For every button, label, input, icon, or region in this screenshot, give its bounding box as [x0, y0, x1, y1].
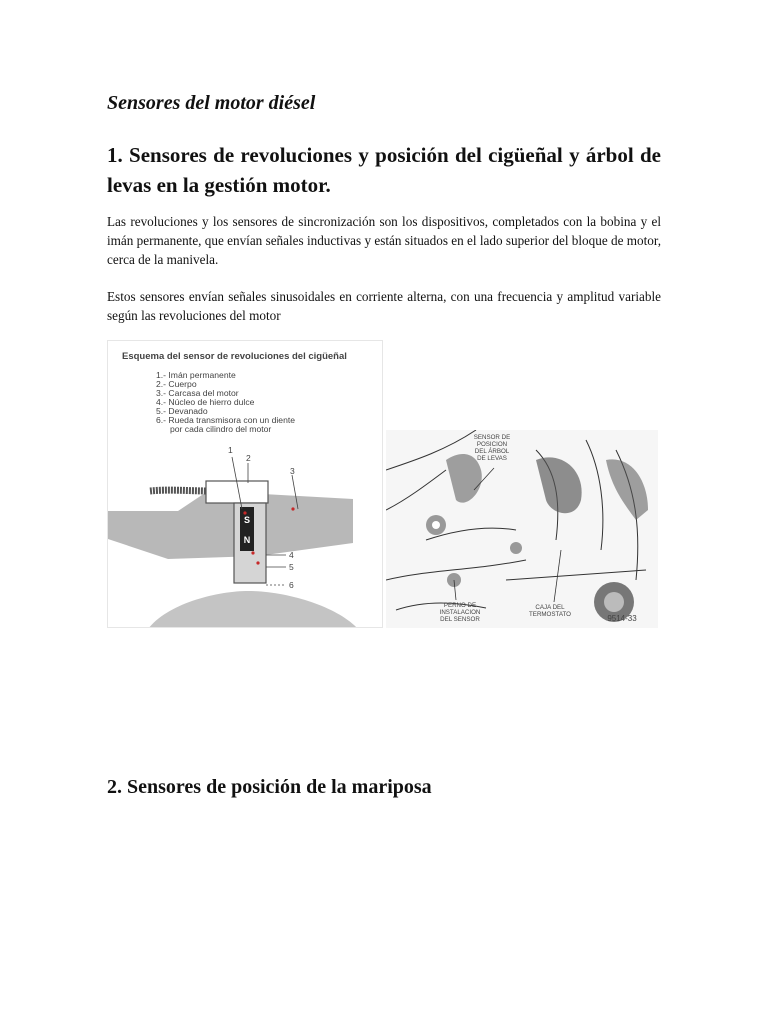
camshaft-sensor-drawing [386, 430, 658, 628]
callout-4: 4 [289, 550, 294, 560]
sensor-label-line: POSICION [476, 441, 508, 448]
sensor-cable [150, 490, 210, 491]
pole-s: S [243, 515, 251, 525]
callout-2: 2 [246, 453, 251, 463]
camshaft-sensor-photo [386, 430, 658, 628]
figure-code: 9514-33 [607, 614, 637, 623]
section-2-heading: 2. Sensores de posición de la mariposa [107, 776, 432, 798]
legend-item: 5.- Devanado [156, 406, 208, 416]
crankshaft-sensor-drawing [108, 341, 383, 628]
sensor-label-line: DE LEVAS [477, 455, 507, 462]
bolt-label-line: INSTALACION [439, 609, 481, 616]
document-title: Sensores del motor diésel [107, 92, 316, 114]
callout-1: 1 [228, 445, 233, 455]
callout-6: 6 [289, 580, 294, 590]
diagram-legend [156, 370, 295, 434]
box-label-line: TERMOSTATO [529, 611, 571, 618]
sensor-label-line: SENSOR DE [473, 434, 511, 441]
pole-n: N [243, 535, 251, 545]
transmitter-wheel [148, 591, 358, 628]
diagram-title: Esquema del sensor de revoluciones del cigüeñal [122, 351, 347, 362]
bolt-label-line: PERNO DE [443, 602, 477, 609]
sensor-label-line: DEL ÁRBOL [474, 448, 510, 455]
box-label-line: CAJA DEL [535, 604, 565, 611]
callout-5: 5 [289, 562, 294, 572]
legend-item: 1.- Imán permanente [156, 370, 236, 380]
legend-item: 4.- Núcleo de hierro dulce [156, 397, 255, 407]
bolt-label-line: DEL SENSOR [440, 616, 480, 623]
callout-3: 3 [290, 466, 295, 476]
legend-item: por cada cilindro del motor [170, 424, 272, 434]
section-1-paragraph-1: Las revoluciones y los sensores de sincronización son los dispositivos, completados con la bobina y el imán permanente, que envían señales inductivas y están situados en el lado superior del bloque de motor, cerca de la manivela. [107, 214, 661, 267]
section-1-paragraph-2: Estos sensores envían señales sinusoidales en corriente alterna, con una frecuencia y amplitud variable según las revoluciones del motor [107, 289, 661, 323]
section-1-heading: 1. Sensores de revoluciones y posición del cigüeñal y árbol de levas en la gestión motor. [107, 143, 661, 197]
legend-item: 6.- Rueda transmisora con un diente [156, 415, 296, 425]
crankshaft-sensor-diagram [107, 340, 383, 628]
legend-item: 2.- Cuerpo [156, 379, 197, 389]
legend-item: 3.- Carcasa del motor [156, 388, 239, 398]
